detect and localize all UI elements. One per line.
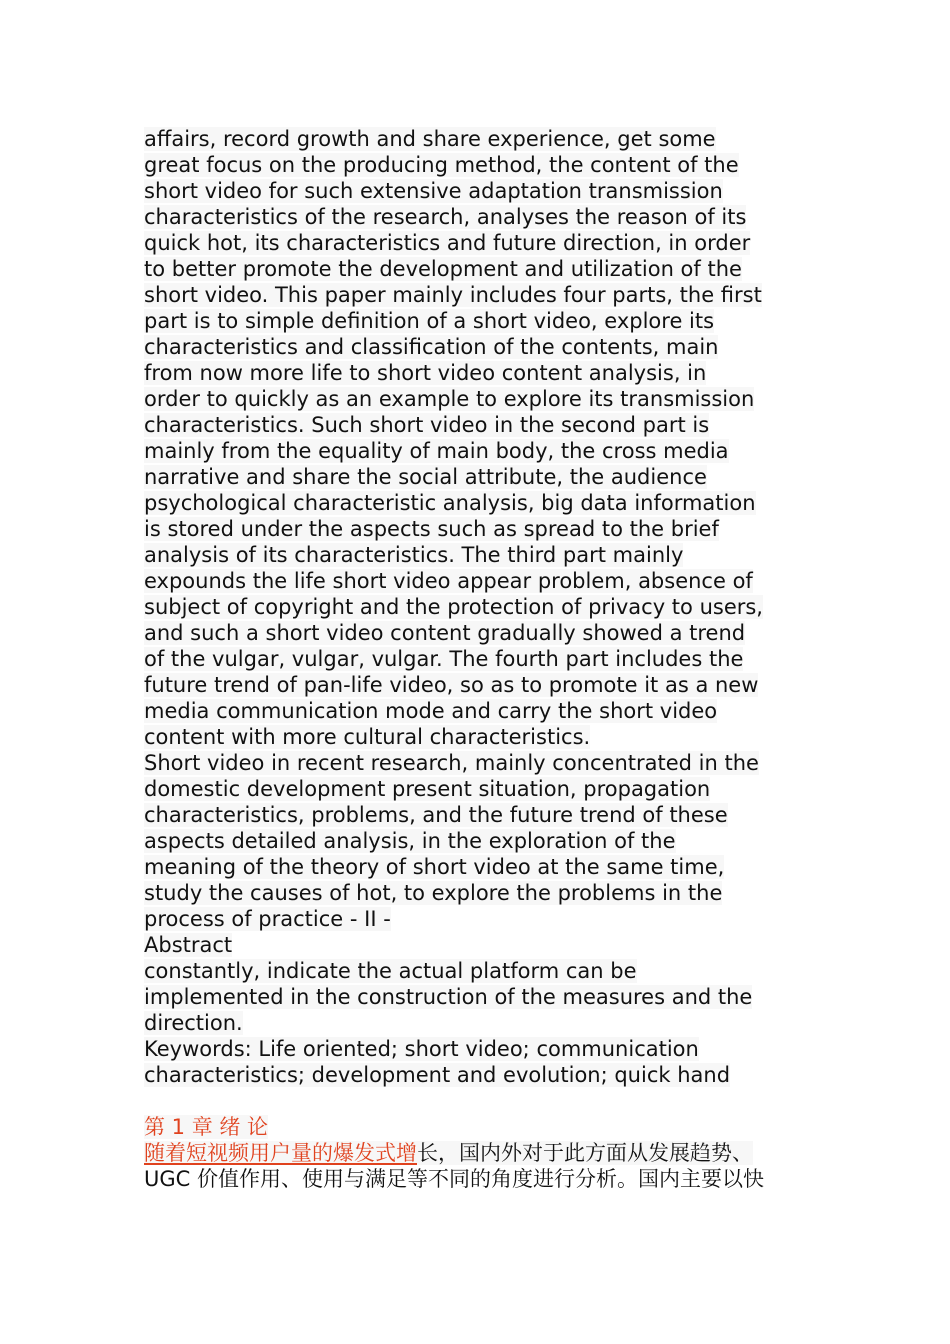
abstract-line (144, 984, 824, 1010)
abstract-line (144, 126, 824, 152)
abstract-line-text: quick hot, its characteristics and future direction, in order (144, 231, 751, 255)
abstract-line-text: content with more cultural characteristics. (144, 725, 591, 749)
abstract-line-text: is stored under the aspects such as spread to the brief (144, 517, 719, 541)
abstract-line (144, 672, 824, 698)
abstract-line-text: psychological characteristic analysis, big data information (144, 491, 756, 515)
abstract-line-text: short video. This paper mainly includes four parts, the first (144, 283, 762, 307)
abstract-line (144, 568, 824, 594)
abstract-line-text: domestic development present situation, propagation (144, 777, 711, 801)
abstract-line-text: process of practice - II - (144, 907, 391, 931)
abstract-line-text: affairs, record growth and share experience, get some (144, 127, 716, 151)
abstract-line (144, 178, 824, 204)
abstract-line-text: characteristics and classification of the contents, main (144, 335, 719, 359)
abstract-line (144, 594, 824, 620)
abstract-line (144, 906, 824, 932)
chinese-body-text: 长，国内外对于此方面从发展趋势、 (417, 1141, 753, 1165)
chinese-body-line-2 (144, 1166, 824, 1192)
abstract-line-text: characteristics, problems, and the future trend of these (144, 803, 728, 827)
chinese-body-text: UGC 价值作用、使用与满足等不同的角度进行分析。国内主要以快 (144, 1167, 764, 1191)
chinese-body-highlight: 随着短视频用户量的爆发式增 (144, 1141, 417, 1165)
abstract-line (144, 1036, 824, 1062)
abstract-line (144, 542, 824, 568)
abstract-line-text: of the vulgar, vulgar, vulgar. The fourth part includes the (144, 647, 744, 671)
abstract-line (144, 646, 824, 672)
abstract-line-text: and such a short video content gradually showed a trend (144, 621, 746, 645)
abstract-line (144, 360, 824, 386)
abstract-line-text: future trend of pan-life video, so as to promote it as a new (144, 673, 759, 697)
abstract-line (144, 438, 824, 464)
abstract-line-text: Keywords: Life oriented; short video; communication (144, 1037, 699, 1061)
abstract-line-text: characteristics; development and evolution; quick hand (144, 1063, 731, 1087)
abstract-line (144, 802, 824, 828)
abstract-line-text: constantly, indicate the actual platform can be (144, 959, 637, 983)
abstract-line-text: direction. (144, 1011, 243, 1035)
abstract-line-text: mainly from the equality of main body, the cross media (144, 439, 729, 463)
abstract-line (144, 620, 824, 646)
paragraph-spacer (144, 1088, 824, 1114)
abstract-line (144, 724, 824, 750)
abstract-line-text: media communication mode and carry the short video (144, 699, 718, 723)
abstract-line-text: Abstract (144, 933, 233, 957)
abstract-line-text: subject of copyright and the protection of privacy to users, (144, 595, 763, 619)
abstract-line-text: order to quickly as an example to explore its transmission (144, 387, 755, 411)
abstract-line (144, 932, 824, 958)
abstract-line-text: meaning of the theory of short video at the same time, (144, 855, 725, 879)
abstract-line (144, 698, 824, 724)
abstract-line (144, 880, 824, 906)
abstract-line-text: to better promote the development and utilization of the (144, 257, 742, 281)
chapter-heading-text: 第 1 章 绪 论 (144, 1115, 269, 1139)
abstract-paragraph (144, 126, 824, 1088)
abstract-line-text: analysis of its characteristics. The third part mainly (144, 543, 684, 567)
abstract-line (144, 386, 824, 412)
abstract-line (144, 204, 824, 230)
abstract-line (144, 750, 824, 776)
document-body (144, 126, 824, 1192)
abstract-line (144, 308, 824, 334)
abstract-line-text: expounds the life short video appear problem, absence of (144, 569, 753, 593)
abstract-line-text: part is to simple definition of a short video, explore its (144, 309, 715, 333)
abstract-line (144, 230, 824, 256)
abstract-line (144, 334, 824, 360)
chapter-heading (144, 1114, 824, 1140)
abstract-line (144, 828, 824, 854)
chinese-body-line-1 (144, 1140, 824, 1166)
abstract-line (144, 1062, 824, 1088)
abstract-line-text: narrative and share the social attribute, the audience (144, 465, 707, 489)
abstract-line (144, 516, 824, 542)
abstract-line-text: implemented in the construction of the measures and the (144, 985, 753, 1009)
abstract-line (144, 256, 824, 282)
abstract-line-text: aspects detailed analysis, in the exploration of the (144, 829, 676, 853)
abstract-line (144, 490, 824, 516)
abstract-line-text: Short video in recent research, mainly concentrated in the (144, 751, 759, 775)
abstract-line (144, 282, 824, 308)
abstract-line (144, 958, 824, 984)
abstract-line (144, 854, 824, 880)
abstract-line-text: great focus on the producing method, the content of the (144, 153, 739, 177)
abstract-line (144, 152, 824, 178)
abstract-line-text: short video for such extensive adaptation transmission (144, 179, 723, 203)
abstract-line (144, 464, 824, 490)
abstract-line-text: from now more life to short video content analysis, in (144, 361, 707, 385)
abstract-line (144, 1010, 824, 1036)
abstract-line (144, 776, 824, 802)
abstract-line-text: characteristics of the research, analyses the reason of its (144, 205, 747, 229)
abstract-line-text: study the causes of hot, to explore the problems in the (144, 881, 723, 905)
abstract-line-text: characteristics. Such short video in the second part is (144, 413, 710, 437)
abstract-line (144, 412, 824, 438)
